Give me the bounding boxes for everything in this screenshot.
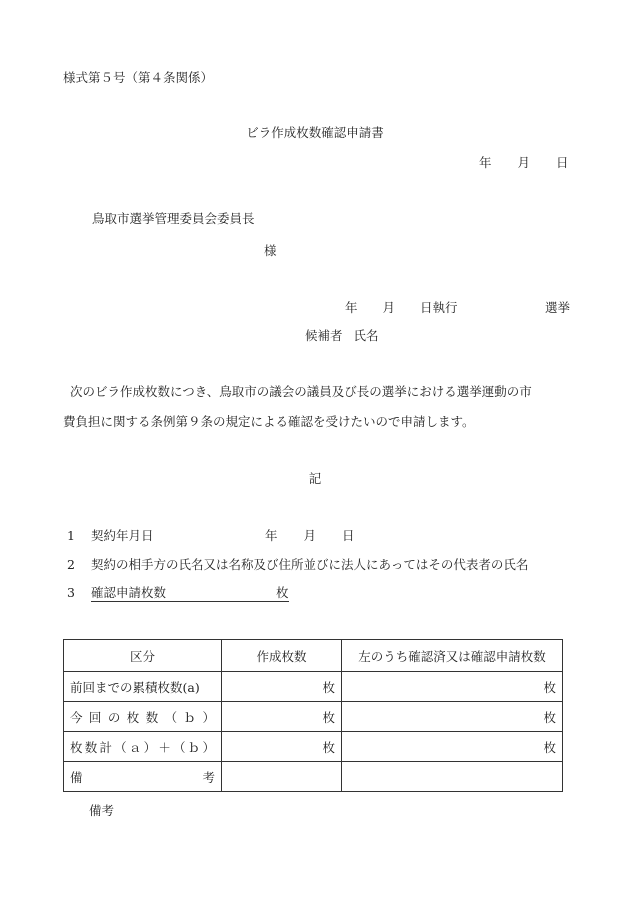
ki-heading: 記 [308, 471, 322, 486]
table-row [64, 732, 563, 762]
item-3-unit: 枚 [276, 585, 289, 600]
candidate-name-label: 氏名 [353, 328, 379, 343]
item-2-label: 契約の相手方の氏名又は名称及び住所並びに法人にあってはその代表者の氏名 [91, 557, 529, 572]
item-1-month-label: 月 [303, 528, 317, 543]
remarks-note: 備考 [89, 803, 115, 818]
row-label-total: 枚数計（ａ）＋（ｂ） [64, 732, 222, 762]
cell-confirmed-current: 枚 [342, 702, 563, 732]
row-label-current: 今回の枚数（ｂ） [64, 702, 222, 732]
table-row [64, 672, 563, 702]
body-text-line-2: 費負担に関する条例第９条の規定による確認を受けたいので申請します。 [63, 414, 475, 429]
item-3-label: 確認申請枚数 [91, 585, 167, 600]
candidate-line [305, 330, 379, 343]
cell-confirmed-remarks [342, 762, 563, 792]
item-1-label: 契約年月日 [91, 528, 154, 543]
body-text-line-1: 次のビラ作成枚数につき、鳥取市の議会の議員及び長の選挙における選挙運動の市 [70, 384, 532, 399]
item-1-number: 1 [67, 528, 75, 543]
item-1-date [265, 530, 355, 543]
election-line [345, 302, 458, 315]
header-confirmed-count: 左のうち確認済又は確認申請枚数 [342, 640, 563, 672]
row-label-cumulative: 前回までの累積枚数(a) [64, 672, 222, 702]
candidate-label: 候補者 [305, 328, 343, 343]
election-month-label: 月 [382, 300, 396, 315]
header-produced-count: 作成枚数 [222, 640, 342, 672]
table-row [64, 762, 563, 792]
item-2-number: 2 [67, 557, 75, 572]
date-line [479, 157, 569, 170]
addressee-name: 鳥取市選挙管理委員会委員長 [92, 211, 255, 226]
cell-produced-cumulative: 枚 [222, 672, 342, 702]
election-day-held-label: 日執行 [420, 300, 458, 315]
cell-confirmed-cumulative: 枚 [342, 672, 563, 702]
item-1-day-label: 日 [342, 528, 355, 543]
date-year-label: 年 [479, 155, 492, 170]
cell-produced-total: 枚 [222, 732, 342, 762]
item-3-number: 3 [67, 585, 75, 600]
date-month-label: 月 [517, 155, 531, 170]
date-day-label: 日 [556, 155, 569, 170]
row-label-remarks: 備考 [64, 762, 222, 792]
cell-produced-remarks [222, 762, 342, 792]
election-year-label: 年 [345, 300, 358, 315]
addressee-honorific: 様 [264, 243, 277, 258]
table-header-row [64, 640, 563, 672]
form-number: 様式第５号（第４条関係） [63, 70, 214, 85]
item-3-underline [91, 601, 289, 602]
header-category: 区分 [64, 640, 222, 672]
election-label: 選挙 [545, 300, 571, 315]
cell-produced-current: 枚 [222, 702, 342, 732]
document-title: ビラ作成枚数確認申請書 [246, 125, 384, 140]
sheet-count-table [63, 639, 563, 792]
item-1-year-label: 年 [265, 528, 278, 543]
table-row [64, 702, 563, 732]
cell-confirmed-total: 枚 [342, 732, 563, 762]
